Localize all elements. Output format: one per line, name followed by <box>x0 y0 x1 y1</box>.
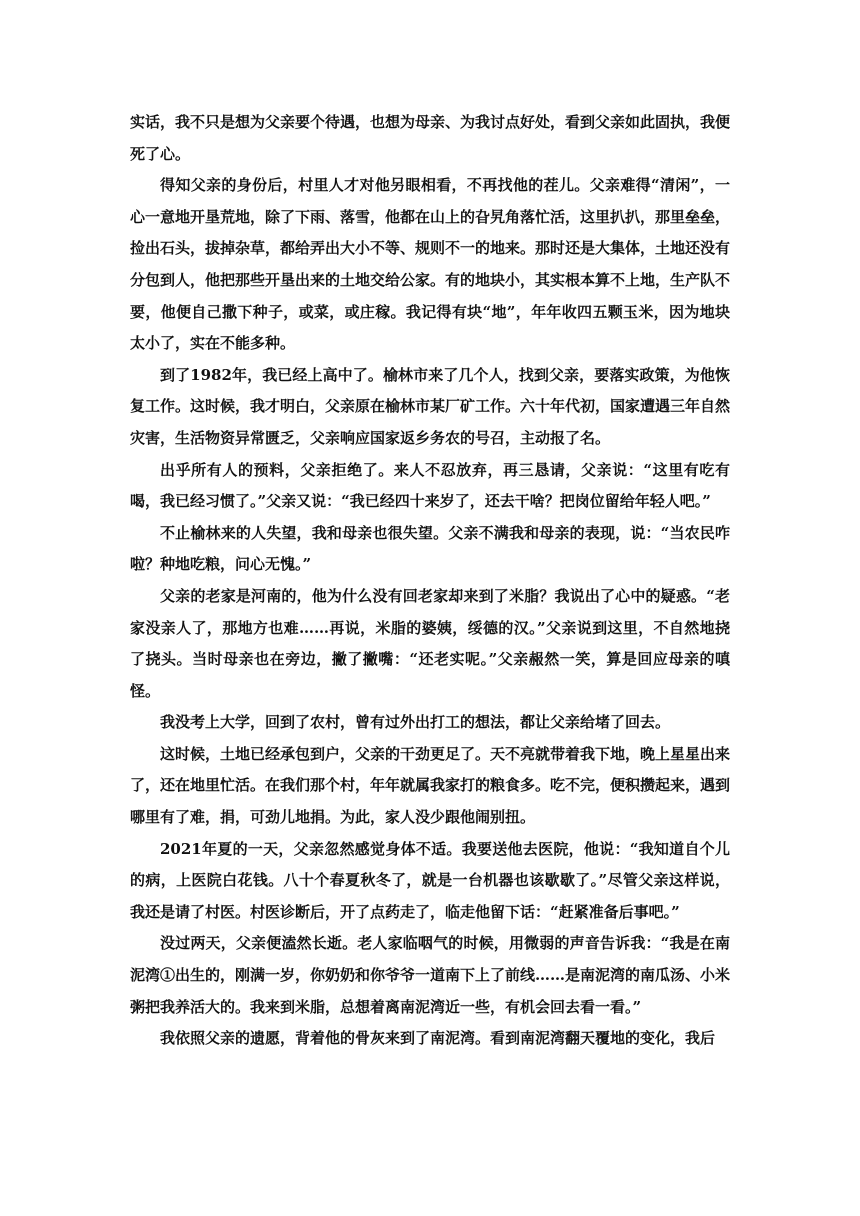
paragraph: 出乎所有人的预料，父亲拒绝了。来人不忍放弃，再三恳请，父亲说：“这里有吃有喝，我已经习惯了。”父亲又说：“我已经四十来岁了，还去干啥？把岗位留给年轻人吧。” <box>130 460 730 511</box>
paragraph: 没过两天，父亲便溘然长逝。老人家临咽气的时候，用微弱的声音告诉我：“我是在南泥湾①出生的，刚满一岁，你奶奶和你爷爷一道南下上了前线……是南泥湾的南瓜汤、小米粥把我养活大的。我来到米脂，总想着离南泥湾近一些，有机会回去看一看。” <box>130 934 731 1016</box>
paragraph: 我没考上大学，回到了农村，曾有过外出打工的想法，都让父亲给堵了回去。 <box>160 713 671 732</box>
paragraph: 得知父亲的身份后，村里人才对他另眼相看，不再找他的茬儿。父亲难得“清闲”，一心一意地开垦荒地，除了下雨、落雪，他都在山上的旮旯角落忙活，这里扒扒，那里垒垒，捡出石头，拔掉杂草，都给弄出大小不等、规则不一的地来。那时还是大集体，土地还没有分包到人，他把那些开垦出来的土地交给公家。有的地块小，其实根本算不上地，生产队不要，他便自己撒下种子，或菜，或庄稼。我记得有块“地”，年年收四五颗玉米，因为地块太小了，实在不能多种。 <box>130 176 731 353</box>
document-page <box>130 107 730 1055</box>
paragraph: 父亲的老家是河南的，他为什么没有回老家却来到了米脂？我说出了心中的疑惑。“老家没亲人了，那地方也难……再说，米脂的婆姨，绥德的汉。”父亲说到这里，不自然地挠了挠头。当时母亲也在旁边，撇了撇嘴：“还老实呢。”父亲赧然一笑，算是回应母亲的嗔怪。 <box>130 586 730 700</box>
paragraph: 到了1982年，我已经上高中了。榆林市来了几个人，找到父亲，要落实政策，为他恢复工作。这时候，我才明白，父亲原在榆林市某厂矿工作。六十年代初，国家遭遇三年自然灾害，生活物资异常匮乏，父亲响应国家返乡务农的号召，主动报了名。 <box>130 365 731 447</box>
paragraph: 我依照父亲的遗愿，背着他的骨灰来到了南泥湾。看到南泥湾翻天覆地的变化，我后 <box>160 1029 716 1048</box>
paragraph: 这时候，土地已经承包到户，父亲的干劲更足了。天不亮就带着我下地，晚上星星出来了，还在地里忙活。在我们那个村，年年就属我家打的粮食多。吃不完，便积攒起来，遇到哪里有了难，捐，可劲儿地捐。为此，家人没少跟他闹别扭。 <box>130 744 731 827</box>
paragraph: 不止榆林来的人失望，我和母亲也很失望。父亲不满我和母亲的表现，说：“当农民咋啦？种地吃粮，问心无愧。” <box>130 523 730 574</box>
paragraph: 实话，我不只是想为父亲要个待遇，也想为母亲、为我讨点好处，看到父亲如此固执，我便死了心。 <box>130 113 731 163</box>
paragraph: 2021年夏的一天，父亲忽然感觉身体不适。我要送他去医院，他说：“我知道自个儿的病，上医院白花钱。八十个春夏秋冬了，就是一台机器也该歇歇了。”尽管父亲这样说，我还是请了村医。村医诊断后，开了点药走了，临走他留下话：“赶紧准备后事吧。” <box>130 839 730 921</box>
